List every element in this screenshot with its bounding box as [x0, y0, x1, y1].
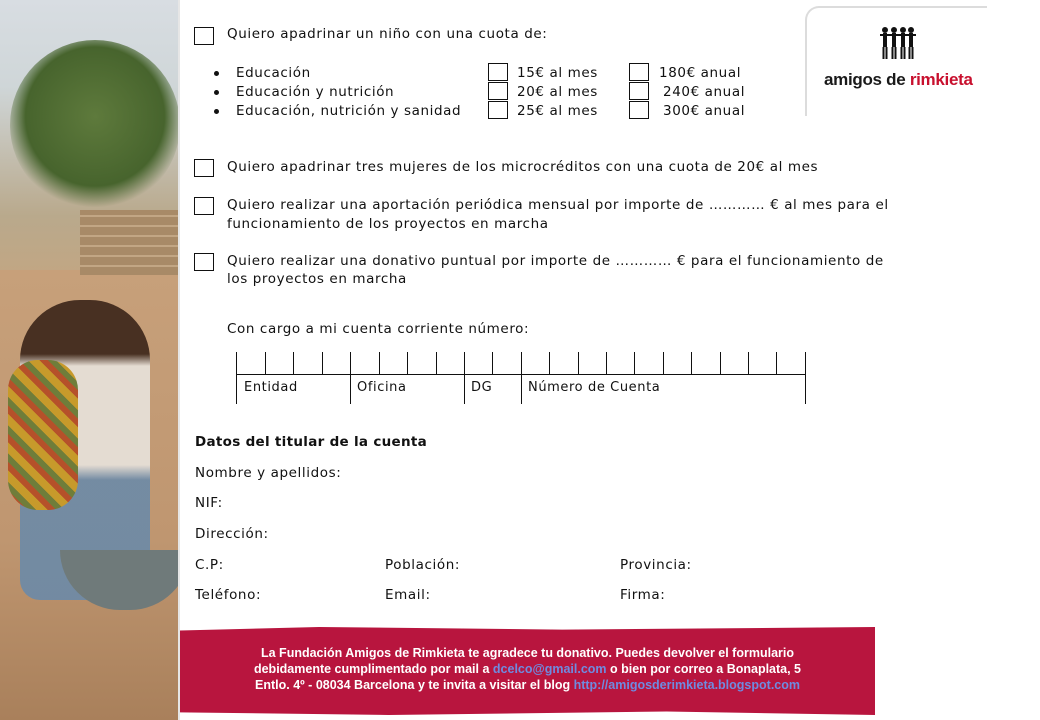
photo-divider	[178, 0, 180, 720]
bullet-icon	[214, 90, 219, 95]
oneoff-donation-label-cont: los proyectos en marcha	[227, 271, 407, 287]
account-number-grid[interactable]	[236, 352, 806, 404]
plan-monthly-label: 15€ al mes	[517, 65, 598, 81]
plan-label: Educación y nutrición	[236, 84, 395, 100]
digit-tick	[322, 352, 323, 374]
digit-tick	[578, 352, 579, 374]
digit-tick	[663, 352, 664, 374]
tree-shape	[10, 40, 180, 210]
account-field-separator	[350, 352, 351, 404]
plan-monthly-label: 25€ al mes	[517, 103, 598, 119]
email-link[interactable]: dcelco@gmail.com	[492, 662, 607, 676]
plan-annual-label: 240€ anual	[663, 84, 746, 100]
plan-annual-checkbox[interactable]	[629, 101, 649, 119]
account-field-separator	[464, 352, 465, 404]
plan-label: Educación	[236, 65, 311, 81]
oficina-label: Oficina	[357, 380, 407, 395]
name-field-label: Nombre y apellidos:	[195, 465, 342, 481]
plan-monthly-checkbox[interactable]	[488, 82, 508, 100]
plan-monthly-label: 20€ al mes	[517, 84, 598, 100]
address-field-label: Dirección:	[195, 526, 269, 542]
signature-field-label: Firma:	[620, 587, 666, 603]
plan-monthly-checkbox[interactable]	[488, 63, 508, 81]
account-field-separator	[521, 352, 522, 404]
entidad-label: Entidad	[244, 380, 298, 395]
banner-line: La Fundación Amigos de Rimkieta te agradece tu donativo. Puedes devolver el formulario	[261, 646, 794, 660]
postcode-field-label: C.P:	[195, 557, 224, 573]
digit-tick	[634, 352, 635, 374]
baby-figure	[8, 360, 78, 510]
children-photo	[0, 0, 180, 720]
plan-annual-checkbox[interactable]	[629, 63, 649, 81]
town-field-label: Población:	[385, 557, 461, 573]
periodic-donation-label-cont: funcionamiento de los proyectos en marcha	[227, 216, 549, 232]
plan-label: Educación, nutrición y sanidad	[236, 103, 462, 119]
thanks-banner-text	[190, 645, 865, 693]
digit-tick	[748, 352, 749, 374]
account-field-separator	[805, 352, 806, 404]
women-sponsor-label: Quiero apadrinar tres mujeres de los microcréditos con una cuota de 20€ al mes	[227, 159, 819, 175]
oneoff-donation-checkbox[interactable]	[194, 253, 214, 271]
digit-tick	[293, 352, 294, 374]
plan-annual-label: 300€ anual	[663, 103, 746, 119]
periodic-donation-label: Quiero realizar una aportación periódica mensual por importe de ………… € al mes para el	[227, 197, 889, 213]
email-field-label: Email:	[385, 587, 431, 603]
bullet-icon	[214, 71, 219, 76]
logo-wordmark: amigos de rimkieta	[824, 70, 973, 89]
plan-annual-checkbox[interactable]	[629, 82, 649, 100]
digit-tick	[776, 352, 777, 374]
banner-line: debidamente cumplimentado por mail a dcelco@gmail.com o bien por correo a Bonaplata, 5	[253, 662, 802, 676]
province-field-label: Provincia:	[620, 557, 692, 573]
digit-tick	[549, 352, 550, 374]
plan-monthly-checkbox[interactable]	[488, 101, 508, 119]
brick-wall-shape	[80, 210, 180, 275]
periodic-donation-checkbox[interactable]	[194, 197, 214, 215]
blog-link[interactable]: http://amigosderimkieta.blogspot.com	[573, 678, 800, 692]
digit-tick	[720, 352, 721, 374]
child-sponsor-label: Quiero apadrinar un niño con una cuota de:	[227, 26, 548, 42]
phone-field-label: Teléfono:	[195, 587, 262, 603]
digit-tick	[407, 352, 408, 374]
digit-tick	[492, 352, 493, 374]
child-sponsor-checkbox[interactable]	[194, 27, 214, 45]
bullet-icon	[214, 109, 219, 114]
account-number-label: Número de Cuenta	[528, 380, 661, 395]
digit-tick	[606, 352, 607, 374]
account-title: Con cargo a mi cuenta corriente número:	[227, 321, 530, 337]
oneoff-donation-label: Quiero realizar una donativo puntual por importe de ………… € para el funcionamiento de	[227, 253, 884, 269]
digit-tick	[265, 352, 266, 374]
plan-annual-label: 180€ anual	[659, 65, 742, 81]
women-sponsor-checkbox[interactable]	[194, 159, 214, 177]
holder-section-title: Datos del titular de la cuenta	[195, 434, 428, 450]
digit-tick	[379, 352, 380, 374]
account-field-separator	[236, 352, 237, 404]
banner-line: Entlo. 4º - 08034 Barcelona y te invita a visitar el blog http://amigosderimkieta.blogspot.com	[255, 678, 800, 692]
nif-field-label: NIF:	[195, 495, 223, 511]
digit-tick	[691, 352, 692, 374]
digit-tick	[436, 352, 437, 374]
logo-figures-icon	[880, 26, 916, 68]
dg-label: DG	[471, 380, 493, 395]
